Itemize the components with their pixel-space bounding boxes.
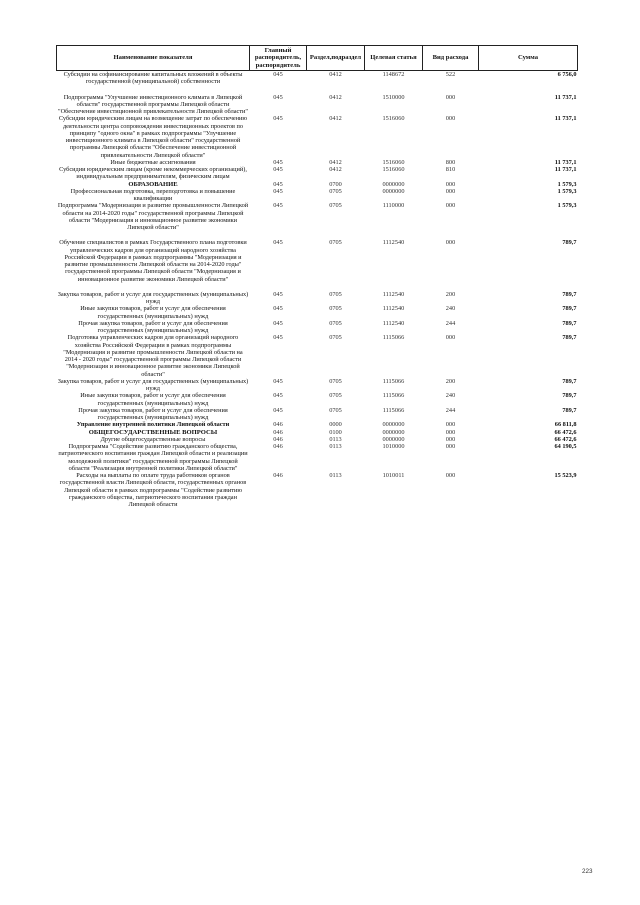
row-cel-cell: 1010011 bbox=[382, 472, 405, 479]
row-sum-cell: 789,7 bbox=[562, 392, 577, 400]
row-vid-cell: 000 bbox=[445, 435, 456, 443]
row-cel-cell: 0000000 bbox=[382, 435, 405, 443]
row-name-cell: Субсидии юридическим лицам (кроме некоммерческих организаций), индивидуальным предпринимателям, физическим лицам bbox=[59, 166, 247, 181]
row-razd-cell: 0705 bbox=[329, 290, 342, 298]
table-row bbox=[57, 443, 578, 472]
row-cel-cell: 1516060 bbox=[382, 166, 405, 173]
row-sum-cell: 11 737,1 bbox=[554, 93, 577, 101]
row-glav-cell: 046 bbox=[273, 428, 283, 436]
row-name-cell: Подпрограмма "Улучшение инвестиционного климата в Липецкой области" государственной программы Липецкой области "Обеспечение инвестиционной привлекательности Липецкой области" bbox=[58, 93, 248, 115]
row-name-cell: Закупка товаров, работ и услуг для государственных (муниципальных) нужд bbox=[57, 290, 249, 305]
row-name-cell: Субсидии на софинансирование капитальных вложений в объекты государственной (муниципальной) собственности bbox=[63, 71, 243, 86]
row-vid-cell: 000 bbox=[445, 421, 456, 429]
row-razd-cell: 0000 bbox=[329, 421, 342, 429]
row-razd-cell: 0412 bbox=[329, 115, 342, 123]
row-razd-cell: 0412 bbox=[329, 158, 342, 166]
row-glav-cell: 045 bbox=[273, 115, 283, 123]
table-header-row bbox=[57, 46, 578, 71]
header-cel: Целевая статья bbox=[365, 46, 423, 71]
row-cel-cell: 1112540 bbox=[382, 305, 405, 313]
row-vid-cell: 244 bbox=[445, 406, 456, 414]
row-name-cell: Профессиональная подготовка, переподготовка и повышение квалификации bbox=[70, 187, 236, 202]
row-glav-cell: 045 bbox=[273, 392, 283, 400]
row-razd-cell: 0705 bbox=[329, 392, 342, 400]
row-razd-cell: 0113 bbox=[329, 443, 342, 450]
row-cel-cell: 1516060 bbox=[382, 115, 405, 123]
table-row bbox=[57, 305, 578, 320]
row-vid-cell: 000 bbox=[445, 202, 456, 210]
table-row bbox=[57, 71, 578, 94]
row-glav-cell: 046 bbox=[273, 435, 283, 443]
row-vid-cell: 000 bbox=[445, 115, 456, 123]
budget-table bbox=[56, 45, 578, 508]
row-cel-cell: 1115066 bbox=[382, 406, 405, 414]
row-vid-cell: 000 bbox=[445, 239, 456, 247]
row-glav-cell: 045 bbox=[273, 305, 283, 313]
row-sum-cell: 789,7 bbox=[562, 239, 577, 247]
row-cel-cell: 1112540 bbox=[382, 239, 405, 247]
header-vid: Вид расхода bbox=[423, 46, 479, 71]
row-cel-cell: 1110000 bbox=[382, 202, 405, 210]
row-name-cell: Прочая закупка товаров, работ и услуг для обеспечения государственных (муниципальных) нужд bbox=[78, 319, 228, 334]
row-cel-cell: 0000000 bbox=[382, 187, 405, 195]
row-glav-cell: 045 bbox=[273, 180, 283, 188]
row-glav-cell: 045 bbox=[273, 158, 283, 166]
row-sum-cell: 6 756,0 bbox=[557, 71, 577, 78]
row-razd-cell: 0705 bbox=[329, 305, 342, 313]
row-sum-cell: 789,7 bbox=[562, 305, 577, 313]
row-glav-cell: 045 bbox=[273, 377, 283, 385]
row-razd-cell: 0412 bbox=[329, 93, 342, 101]
row-glav-cell: 045 bbox=[273, 406, 283, 414]
table-row bbox=[57, 291, 578, 306]
row-name-cell: Расходы на выплаты по оплате труда работников органов государственной власти Липецкой области, государственных органов Липецкой области в рамках подпрограммы "Содействие развитию гражданского общества, патриотического воспитания граждан Липецкой области bbox=[59, 472, 247, 508]
row-cel-cell: 1112540 bbox=[382, 290, 405, 298]
table-row bbox=[57, 181, 578, 188]
row-glav-cell: 045 bbox=[273, 187, 283, 195]
row-sum-cell: 1 579,3 bbox=[557, 180, 577, 188]
row-cel-cell: 1148672 bbox=[382, 71, 405, 78]
row-name-cell: Прочая закупка товаров, работ и услуг для обеспечения государственных (муниципальных) нужд bbox=[78, 406, 228, 421]
row-glav-cell: 045 bbox=[273, 334, 283, 342]
row-cel-cell: 1010000 bbox=[382, 443, 405, 450]
row-sum-cell: 789,7 bbox=[562, 319, 577, 327]
row-sum-cell: 789,7 bbox=[562, 334, 577, 342]
table-row bbox=[57, 159, 578, 166]
row-glav-cell: 045 bbox=[273, 93, 283, 101]
row-vid-cell: 000 bbox=[445, 187, 456, 195]
row-vid-cell: 000 bbox=[445, 443, 456, 450]
table-row bbox=[57, 334, 578, 378]
table-row bbox=[57, 392, 578, 407]
row-vid-cell: 200 bbox=[445, 290, 456, 298]
table-row bbox=[57, 407, 578, 422]
row-razd-cell: 0705 bbox=[329, 406, 342, 414]
row-vid-cell: 240 bbox=[445, 305, 456, 313]
row-razd-cell: 0705 bbox=[329, 202, 342, 210]
row-glav-cell: 045 bbox=[273, 319, 283, 327]
row-glav-cell: 045 bbox=[273, 202, 283, 210]
row-cel-cell: 1510000 bbox=[382, 93, 405, 101]
header-glav: Главный распорядитель, распорядитель bbox=[250, 46, 307, 71]
row-name-cell: Иные закупки товаров, работ и услуг для обеспечения государственных (муниципальных) нужд bbox=[80, 305, 226, 320]
table-row bbox=[57, 320, 578, 335]
row-sum-cell: 66 472,6 bbox=[554, 428, 577, 436]
row-sum-cell: 66 811,8 bbox=[554, 421, 577, 429]
row-vid-cell: 800 bbox=[445, 158, 456, 166]
header-razd: Раздел,подраздел bbox=[307, 46, 365, 71]
row-vid-cell: 000 bbox=[445, 334, 456, 342]
row-vid-cell: 000 bbox=[445, 472, 456, 479]
row-sum-cell: 1 579,3 bbox=[557, 187, 577, 195]
table-row bbox=[57, 472, 578, 508]
row-razd-cell: 0113 bbox=[329, 472, 342, 479]
row-glav-cell: 045 bbox=[273, 166, 283, 173]
row-glav-cell: 045 bbox=[273, 290, 283, 298]
table-row bbox=[57, 429, 578, 436]
row-cel-cell: 0000000 bbox=[382, 428, 405, 436]
row-razd-cell: 0412 bbox=[329, 71, 342, 78]
row-vid-cell: 000 bbox=[445, 93, 456, 101]
table-row bbox=[57, 378, 578, 393]
row-glav-cell: 046 bbox=[273, 472, 283, 479]
row-sum-cell: 66 472,6 bbox=[554, 435, 577, 443]
row-cel-cell: 1112540 bbox=[382, 319, 405, 327]
row-sum-cell: 64 190,5 bbox=[554, 443, 577, 450]
row-sum-cell: 789,7 bbox=[562, 290, 577, 298]
header-name: Наименование показателя bbox=[57, 46, 250, 71]
row-razd-cell: 0412 bbox=[329, 166, 342, 173]
row-name-cell: Управление внутренней политики Липецкой области bbox=[76, 421, 230, 429]
row-glav-cell: 046 bbox=[273, 421, 283, 429]
table-row bbox=[57, 115, 578, 159]
row-razd-cell: 0705 bbox=[329, 187, 342, 195]
header-sum: Сумма bbox=[479, 46, 578, 71]
row-name-cell: ОБРАЗОВАНИЕ bbox=[128, 180, 178, 188]
row-name-cell: Иные бюджетные ассигнования bbox=[110, 158, 196, 166]
row-sum-cell: 789,7 bbox=[562, 406, 577, 414]
row-vid-cell: 810 bbox=[445, 166, 456, 173]
row-name-cell: Подготовка управленческих кадров для организаций народного хозяйства Российской Федерации в рамках подпрограммы "Модернизация и развитие промышленности Липецкой области на 2014 - 2020 годы" государственной программы Липецкой области "Модернизация и инновационное развитие экономики Липецкой области" bbox=[63, 334, 243, 378]
row-vid-cell: 000 bbox=[445, 180, 456, 188]
row-vid-cell: 522 bbox=[445, 71, 456, 78]
row-cel-cell: 1516060 bbox=[382, 158, 405, 166]
table-row bbox=[57, 239, 578, 291]
table-row bbox=[57, 166, 578, 181]
row-cel-cell: 0000000 bbox=[382, 421, 405, 429]
row-razd-cell: 0705 bbox=[329, 239, 342, 247]
row-vid-cell: 240 bbox=[445, 392, 456, 400]
page-number: 223 bbox=[582, 868, 593, 875]
row-razd-cell: 0705 bbox=[329, 377, 342, 385]
row-name-cell: ОБЩЕГОСУДАРСТВЕННЫЕ ВОПРОСЫ bbox=[88, 428, 218, 436]
row-cel-cell: 0000000 bbox=[382, 180, 405, 188]
table-row bbox=[57, 436, 578, 443]
row-vid-cell: 000 bbox=[445, 428, 456, 436]
row-razd-cell: 0113 bbox=[329, 435, 342, 443]
row-sum-cell: 15 523,9 bbox=[554, 472, 577, 479]
table-row bbox=[57, 421, 578, 428]
row-glav-cell: 045 bbox=[273, 239, 283, 247]
row-razd-cell: 0100 bbox=[329, 428, 342, 436]
row-cel-cell: 1115066 bbox=[382, 334, 405, 342]
row-sum-cell: 789,7 bbox=[562, 377, 577, 385]
row-cel-cell: 1115066 bbox=[382, 392, 405, 400]
row-vid-cell: 244 bbox=[445, 319, 456, 327]
row-name-cell: Закупка товаров, работ и услуг для государственных (муниципальных) нужд bbox=[57, 377, 249, 392]
table-row bbox=[57, 188, 578, 203]
row-name-cell: Обучение специалистов в рамках Государственного плана подготовки управленческих кадров для организаций народного хозяйства Российской Федерации в рамках подпрограммы "Модернизация и развитие промышленности Липецкой области на 2014-2020 годы" государственной программы Липецкой области "Модернизация и инновационное развитие экономики Липецкой области" bbox=[59, 239, 247, 283]
row-glav-cell: 046 bbox=[273, 443, 283, 450]
row-vid-cell: 200 bbox=[445, 377, 456, 385]
row-razd-cell: 0705 bbox=[329, 319, 342, 327]
row-name-cell: Субсидии юридическим лицам на возмещение затрат по обеспечению деятельности центра сопровождения инвестиционных проектов по принципу "одного окна" в рамках подпрограммы "Улучшение инвестиционного климата в Липецкой области" государственной программы Липецкой области "Обеспечение инвестиционной привлекательности Липецкой области" bbox=[58, 115, 248, 159]
row-sum-cell: 11 737,1 bbox=[554, 158, 577, 166]
table-row bbox=[57, 202, 578, 239]
table-body bbox=[57, 71, 578, 509]
row-name-cell: Другие общегосударственные вопросы bbox=[100, 435, 206, 443]
row-razd-cell: 0700 bbox=[329, 180, 342, 188]
row-sum-cell: 11 737,1 bbox=[554, 166, 577, 173]
row-name-cell: Подпрограмма "Модернизация и развитие промышленности Липецкой области на 2014-2020 годы" государственной программы Липецкой области "Модернизация и инновационное развитие экономики Липецкой области" bbox=[57, 202, 249, 231]
row-glav-cell: 045 bbox=[273, 71, 283, 78]
row-sum-cell: 1 579,3 bbox=[557, 202, 577, 210]
row-sum-cell: 11 737,1 bbox=[554, 115, 577, 123]
row-cel-cell: 1115066 bbox=[382, 377, 405, 385]
row-name-cell: Подпрограмма "Содействие развитию гражданского общества, патриотического воспитания граждан Липецкой области и реализации молодежной политики" государственной программы Липецкой области "Реализация внутренней политики Липецкой области" bbox=[58, 443, 248, 472]
row-razd-cell: 0705 bbox=[329, 334, 342, 342]
row-name-cell: Иные закупки товаров, работ и услуг для обеспечения государственных (муниципальных) нужд bbox=[80, 392, 226, 407]
table-row bbox=[57, 94, 578, 116]
